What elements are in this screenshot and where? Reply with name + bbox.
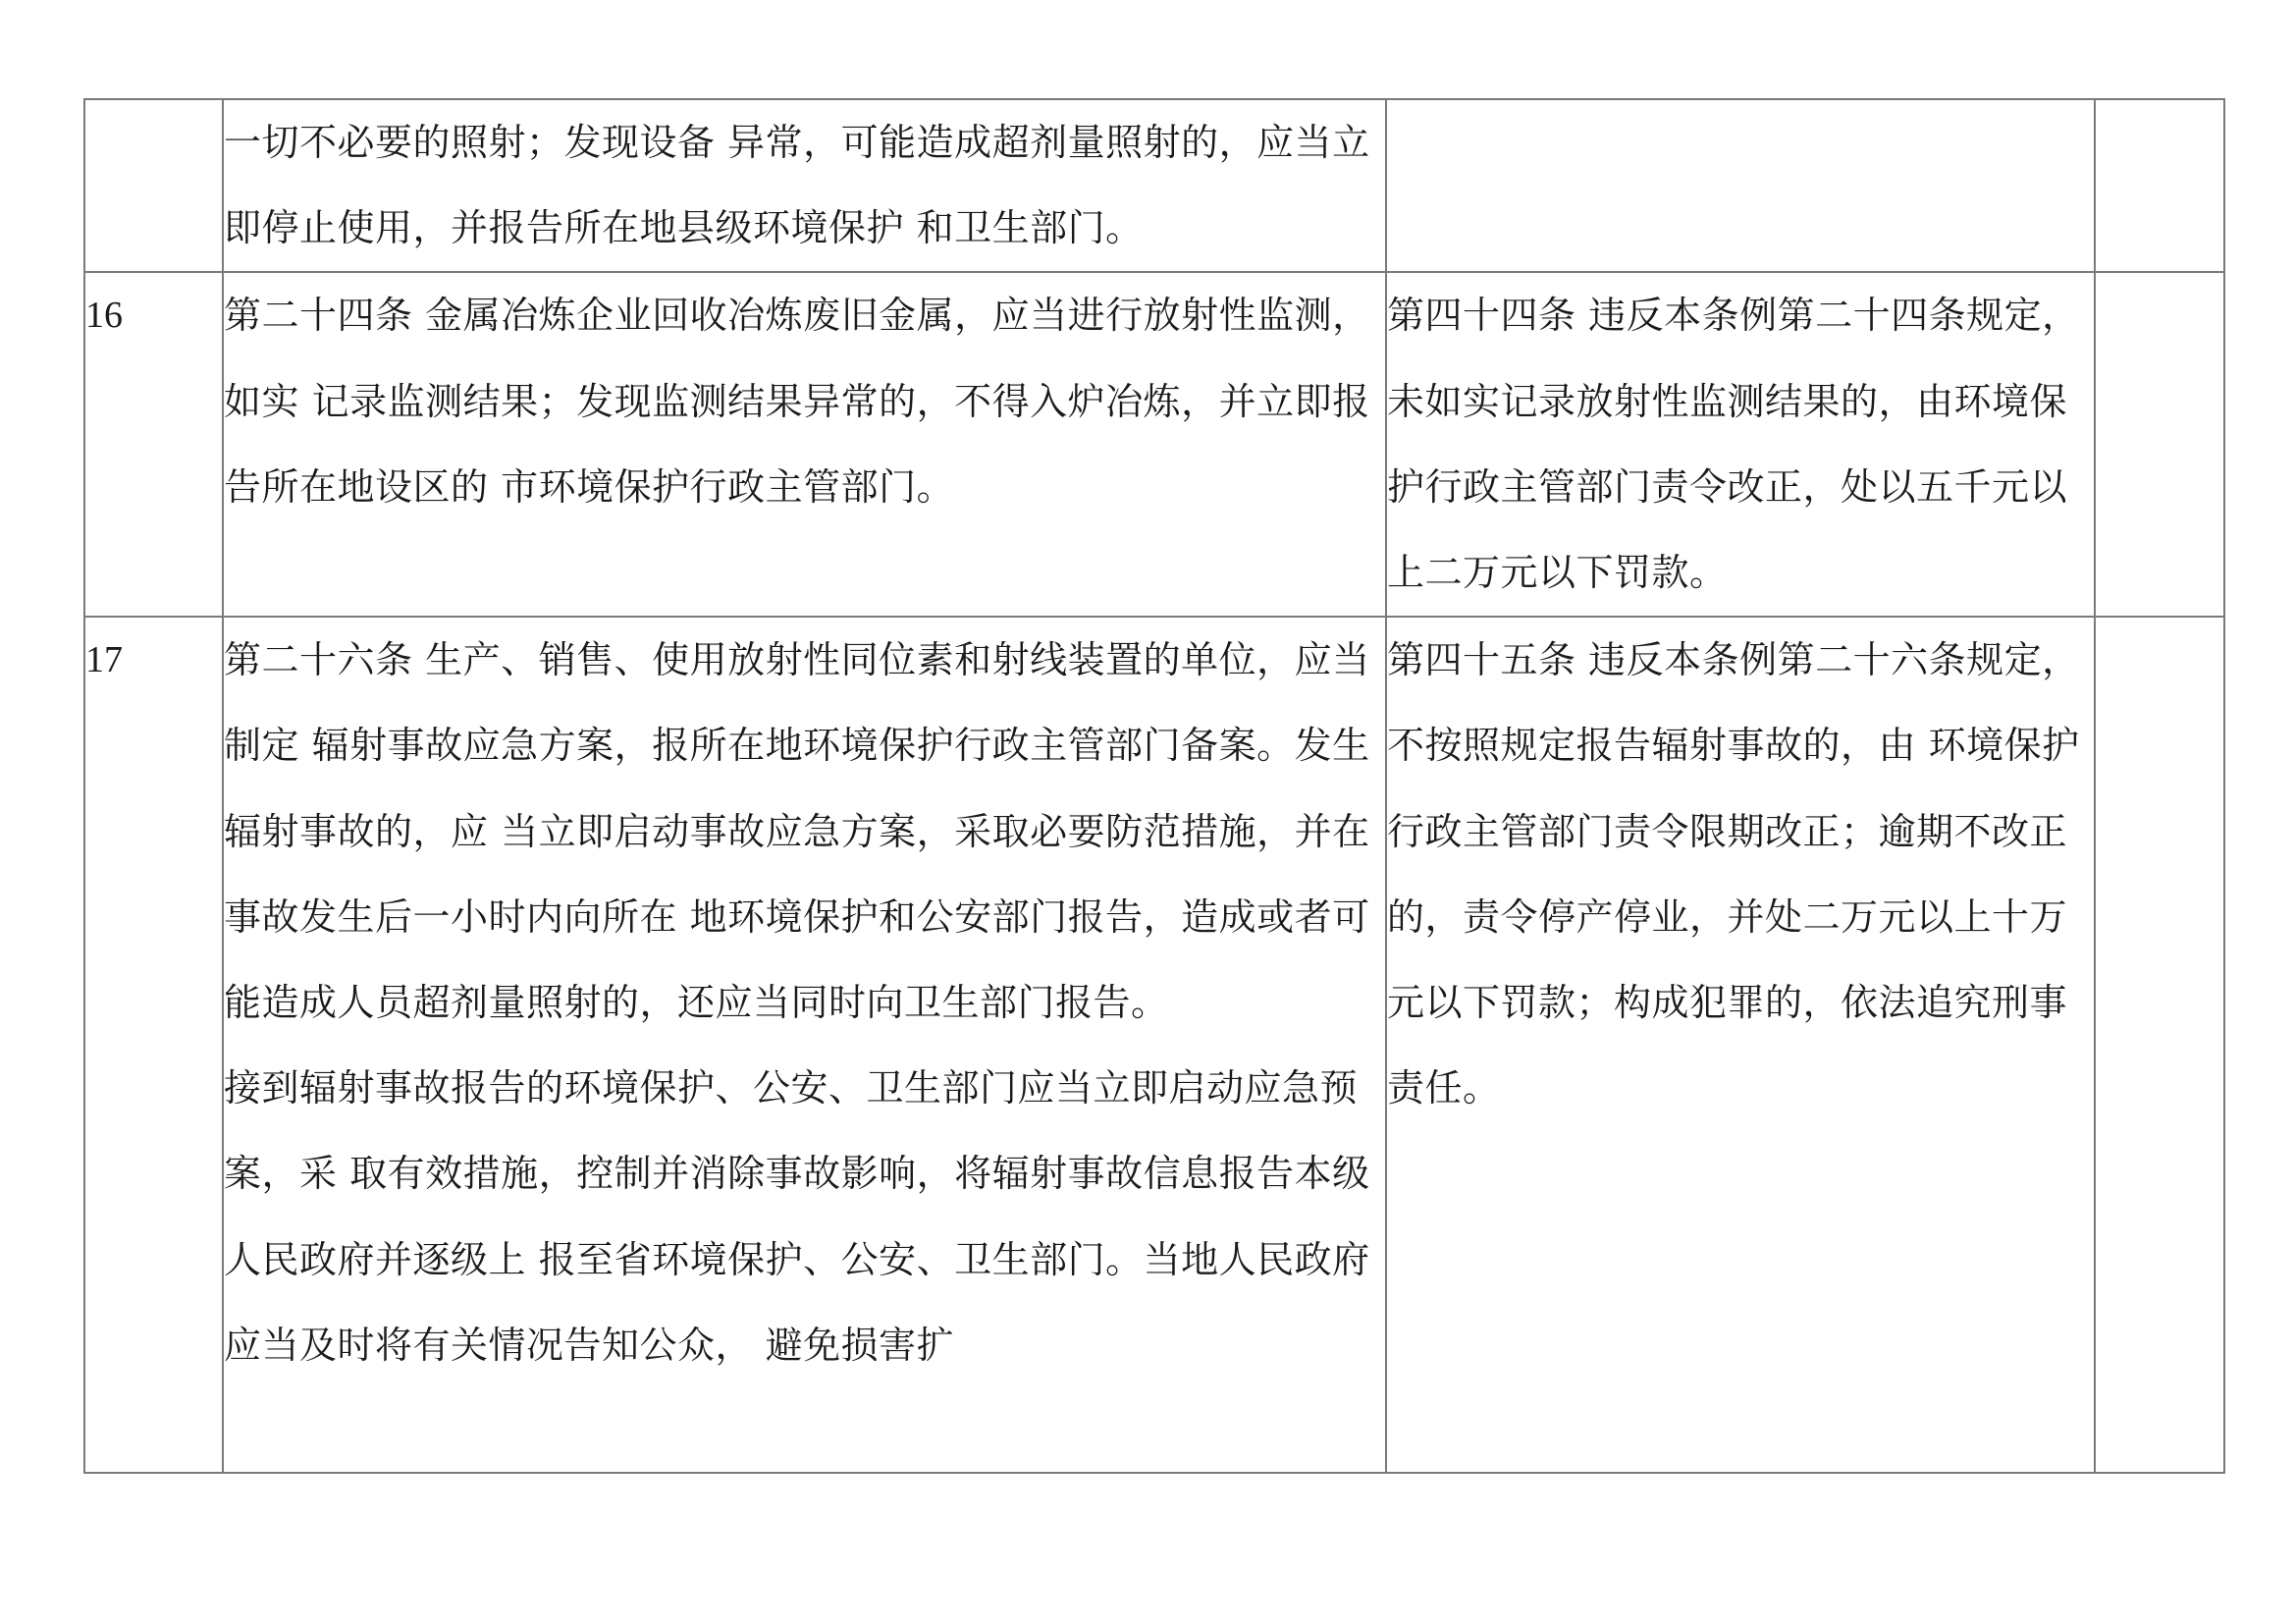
- regulation-table: [83, 98, 2225, 1474]
- provision-cell: [223, 272, 1386, 617]
- extra-cell: [2095, 99, 2224, 272]
- extra-cell: [2095, 617, 2224, 1473]
- penalty-cell: 第四十四条 违反本条例第二十四条规定，未如实记录放射性监测结果的，由环境保护行政主管部门责令改正，处以五千元以上二万元以下罚款。: [1386, 272, 2095, 617]
- provision-paragraph: 第二十四条 金属冶炼企业回收冶炼废旧金属，应当进行放射性监测，如实 记录监测结果；发现监测结果异常的，不得入炉冶炼，并立即报告所在地设区的 市环境保护行政主管部门。: [224, 294, 1370, 509]
- extra-cell: [2095, 272, 2224, 617]
- provision-paragraph: 一切不必要的照射；发现设备 异常，可能造成超剂量照射的，应当立即停止使用，并报告所在地县级环境保护 和卫生部门。: [224, 121, 1370, 250]
- provision-cell: [223, 99, 1386, 272]
- penalty-cell: [1386, 99, 2095, 272]
- table-row: [84, 272, 2224, 617]
- table-row: [84, 99, 2224, 272]
- provision-paragraph: 第二十六条 生产、销售、使用放射性同位素和射线装置的单位，应当制定 辐射事故应急方案，报所在地环境保护行政主管部门备案。发生辐射事故的，应 当立即启动事故应急方案，采取必要防范措施，并在事故发生后一小时内向所在 地环境保护和公安部门报告，造成或者可能造成人员超剂量照射的，还应当同时向卫生部门报告。: [224, 638, 1370, 1025]
- table-row: [84, 617, 2224, 1473]
- penalty-cell: 第四十五条 违反本条例第二十六条规定，不按照规定报告辐射事故的，由 环境保护行政主管部门责令限期改正；逾期不改正的，责令停产停业，并处二万元以上十万元以下罚款；构成犯罪的，依法追究刑事责任。: [1386, 617, 2095, 1473]
- provision-cell: [223, 617, 1386, 1473]
- row-number: 16: [84, 272, 223, 617]
- row-number: 17: [84, 617, 223, 1473]
- row-number: [84, 99, 223, 272]
- provision-paragraph: 接到辐射事故报告的环境保护、公安、卫生部门应当立即启动应急预案，采 取有效措施，控制并消除事故影响，将辐射事故信息报告本级人民政府并逐级上 报至省环境保护、公安、卫生部门。当地人民政府应当及时将有关情况告知公众， 避免损害扩: [224, 1066, 1370, 1367]
